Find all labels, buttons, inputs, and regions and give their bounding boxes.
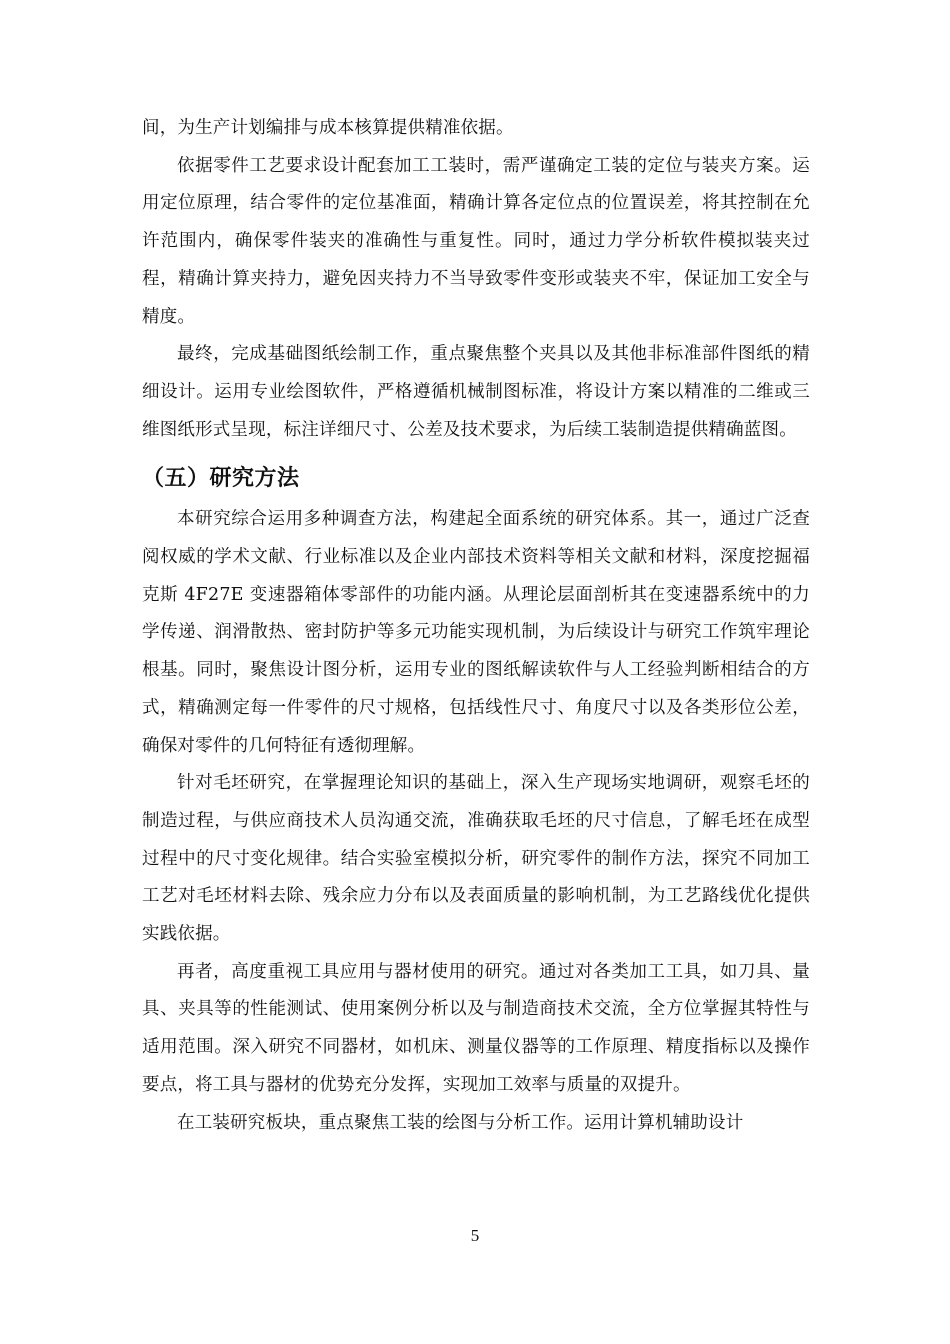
paragraph-fixture-design: 依据零件工艺要求设计配套加工工装时，需严谨确定工装的定位与装夹方案。运用定位原理，结合零件的定位基准面，精确计算各定位点的位置误差，将其控制在允许范围内，确保零件装夹的准确性与重复性。同时，通过力学分析软件模拟装夹过程，精确计算夹持力，避免因夹持力不当导致零件变形或装夹不牢，保证加工安全与精度。 — [142, 155, 810, 327]
paragraph-fixture-research: 在工装研究板块，重点聚焦工装的绘图与分析工作。运用计算机辅助设计 — [177, 1112, 744, 1133]
paragraph-continuation: 间，为生产计划编排与成本核算提供精准依据。 — [142, 118, 514, 138]
paragraph-blank-research: 针对毛坯研究，在掌握理论知识的基础上，深入生产现场实地调研，观察毛坯的制造过程，与供应商技术人员沟通交流，准确获取毛坯的尺寸信息，了解毛坯在成型过程中的尺寸变化规律。结合实验室模拟分析，研究零件的制作方法，探究不同加工工艺对毛坯材料去除、残余应力分布以及表面质量的影响机制，为工艺路线优化提供实践依据。 — [142, 773, 810, 945]
page-number: 5 — [470, 1226, 480, 1245]
paragraph-tools-research: 再者，高度重视工具应用与器材使用的研究。通过对各类加工工具，如刀具、量具、夹具等的性能测试、使用案例分析以及与制造商技术交流，全方位掌握其特性与适用范围。深入研究不同器材，如机床、测量仪器等的工作原理、精度指标以及操作要点，将工具与器材的优势充分发挥，实现加工效率与质量的双提升。 — [142, 961, 810, 1095]
paragraph-research-methods: 本研究综合运用多种调查方法，构建起全面系统的研究体系。其一，通过广泛查阅权威的学术文献、行业标准以及企业内部技术资料等相关文献和材料，深度挖掘福克斯 4F27E 变速器箱体零部件的功能内涵。从理论层面剖析其在变速器系统中的力学传递、润滑散热、密封防护等多元功能实现机制，为后续设计与研究工作筑牢理论根基。同时，聚焦设计图分析，运用专业的图纸解读软件与人工经验判断相结合的方式，精确测定每一件零件的尺寸规格，包括线性尺寸、角度尺寸以及各类形位公差，确保对零件的几何特征有透彻理解。 — [142, 509, 810, 756]
page-content — [142, 110, 810, 1142]
section-heading: （五）研究方法 — [142, 466, 300, 492]
paragraph-drawing-work: 最终，完成基础图纸绘制工作，重点聚焦整个夹具以及其他非标准部件图纸的精细设计。运用专业绘图软件，严格遵循机械制图标准，将设计方案以精准的二维或三维图纸形式呈现，标注详细尺寸、公差及技术要求，为后续工装制造提供精确蓝图。 — [142, 344, 810, 440]
